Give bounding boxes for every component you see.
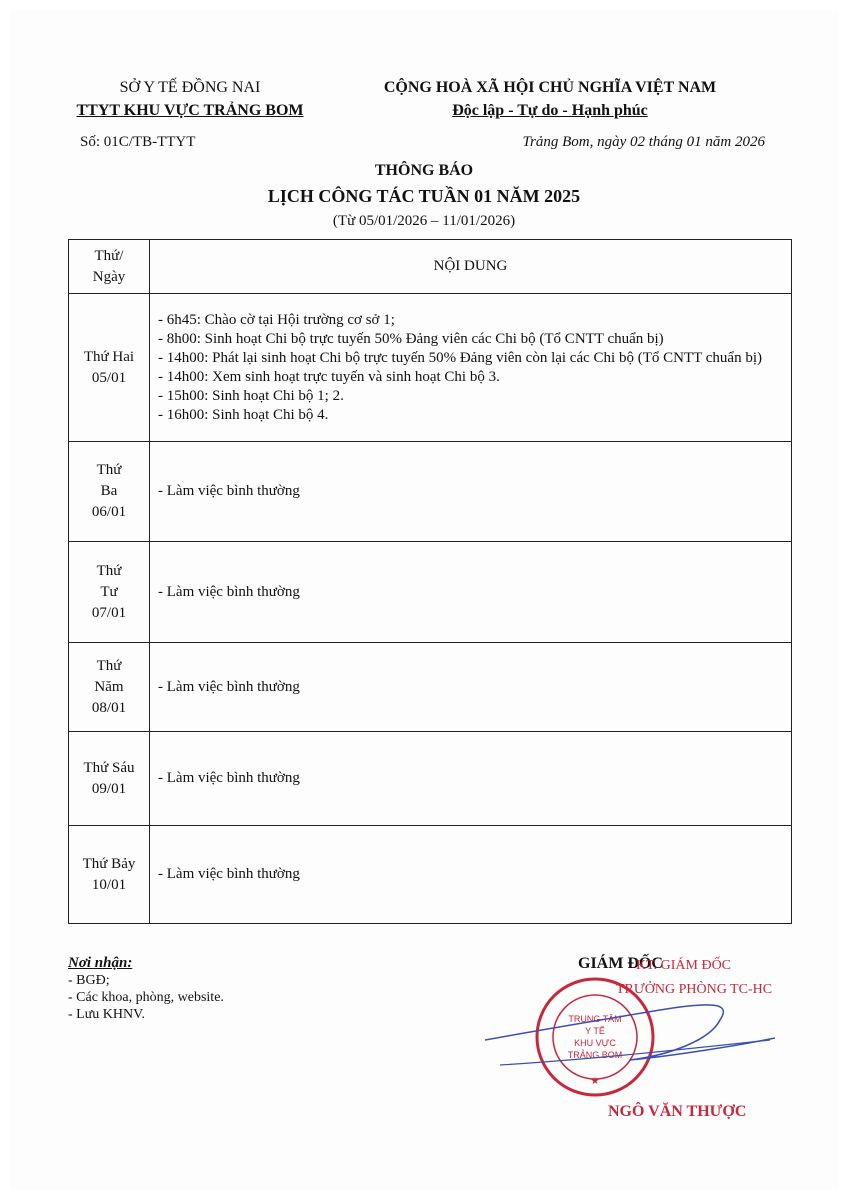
issuer-name: TTYT KHU VỰC TRẢNG BOM xyxy=(76,102,304,119)
document-number: Số: 01C/TB-TTYT xyxy=(80,134,196,150)
content-column-header: NỘI DUNG xyxy=(150,240,792,294)
content-cell xyxy=(150,442,792,542)
day-cell: Thứ Tư 07/01 xyxy=(69,542,150,643)
schedule-item: - Làm việc bình thường xyxy=(158,678,300,695)
schedule-item: - 15h00: Sinh hoạt Chi bộ 1; 2. xyxy=(158,387,344,404)
content-cell xyxy=(150,826,792,924)
recipient-item: - BGĐ; xyxy=(68,973,110,988)
svg-text:TRẢNG BOM: TRẢNG BOM xyxy=(567,1050,623,1060)
schedule-item: - Làm việc bình thường xyxy=(158,583,300,600)
issuer-block xyxy=(60,76,320,122)
content-cell xyxy=(150,732,792,826)
day-column-header: Thứ/ Ngày xyxy=(69,240,150,294)
recipient-item: - Các khoa, phòng, website. xyxy=(68,990,224,1005)
document-date: Trảng Bom, ngày 02 tháng 01 năm 2026 xyxy=(522,134,765,150)
schedule-item: - 14h00: Xem sinh hoạt trực tuyến và sinh hoạt Chi bộ 3. xyxy=(158,368,500,385)
national-title: CỘNG HOÀ XÃ HỘI CHỦ NGHĨA VIỆT NAM xyxy=(383,79,717,96)
day-cell: Thứ Năm 08/01 xyxy=(69,643,150,732)
day-cell: Thứ Sáu 09/01 xyxy=(69,732,150,826)
signer-position: TRƯỞNG PHÒNG TC-HC xyxy=(616,982,773,997)
national-heading xyxy=(340,76,760,122)
schedule-item: - Làm việc bình thường xyxy=(158,866,300,882)
recipients-title: Nơi nhận: xyxy=(68,955,133,971)
notice-label: THÔNG BÁO xyxy=(374,162,474,179)
content-cell xyxy=(150,542,792,643)
schedule-table xyxy=(68,239,792,924)
issuer-parent: SỞ Y TẾ ĐỒNG NAI xyxy=(119,79,261,96)
table-row xyxy=(69,442,792,542)
schedule-item: - 6h45: Chào cờ tại Hội trường cơ sở 1; xyxy=(158,311,395,328)
recipients-block xyxy=(68,955,224,1023)
signer-title: GIÁM ĐỐC xyxy=(578,955,663,972)
schedule-item: - 16h00: Sinh hoạt Chi bộ 4. xyxy=(158,406,329,423)
svg-text:Y TẾ: Y TẾ xyxy=(585,1026,605,1036)
table-row xyxy=(69,643,792,732)
svg-text:★: ★ xyxy=(590,1076,600,1087)
svg-text:TRUNG TÂM: TRUNG TÂM xyxy=(568,1014,622,1024)
signer-name: NGÔ VĂN THƯỢC xyxy=(608,1103,747,1120)
table-row xyxy=(69,732,792,826)
signature-scribble-icon xyxy=(480,1000,780,1080)
day-cell: Thứ Ba 06/01 xyxy=(69,442,150,542)
content-cell xyxy=(150,294,792,442)
table-row xyxy=(69,542,792,643)
recipient-item: - Lưu KHNV. xyxy=(68,1007,145,1022)
signer-kt-line: KT. GIÁM ĐỐC xyxy=(636,958,732,973)
table-row xyxy=(69,826,792,924)
day-cell: Thứ Bảy 10/01 xyxy=(69,826,150,924)
content-cell xyxy=(150,643,792,732)
day-cell: Thứ Hai 05/01 xyxy=(69,294,150,442)
national-motto: Độc lập - Tự do - Hạnh phúc xyxy=(452,102,648,119)
schedule-item: - 14h00: Phát lại sinh hoạt Chi bộ trực tuyến 50% Đảng viên còn lại các Chi bộ (Tổ CNTT chuẩn bị) xyxy=(158,349,762,366)
table-row xyxy=(69,294,792,442)
schedule-item: - 8h00: Sinh hoạt Chi bộ trực tuyến 50% Đảng viên các Chi bộ (Tổ CNTT chuẩn bị) xyxy=(158,330,664,347)
table-header-row xyxy=(69,240,792,294)
svg-text:KHU VỰC: KHU VỰC xyxy=(574,1038,616,1048)
date-range: (Từ 05/01/2026 – 11/01/2026) xyxy=(332,213,516,229)
notice-title: LỊCH CÔNG TÁC TUẦN 01 NĂM 2025 xyxy=(267,186,581,206)
schedule-item: - Làm việc bình thường xyxy=(158,483,300,499)
schedule-item: - Làm việc bình thường xyxy=(158,770,300,786)
